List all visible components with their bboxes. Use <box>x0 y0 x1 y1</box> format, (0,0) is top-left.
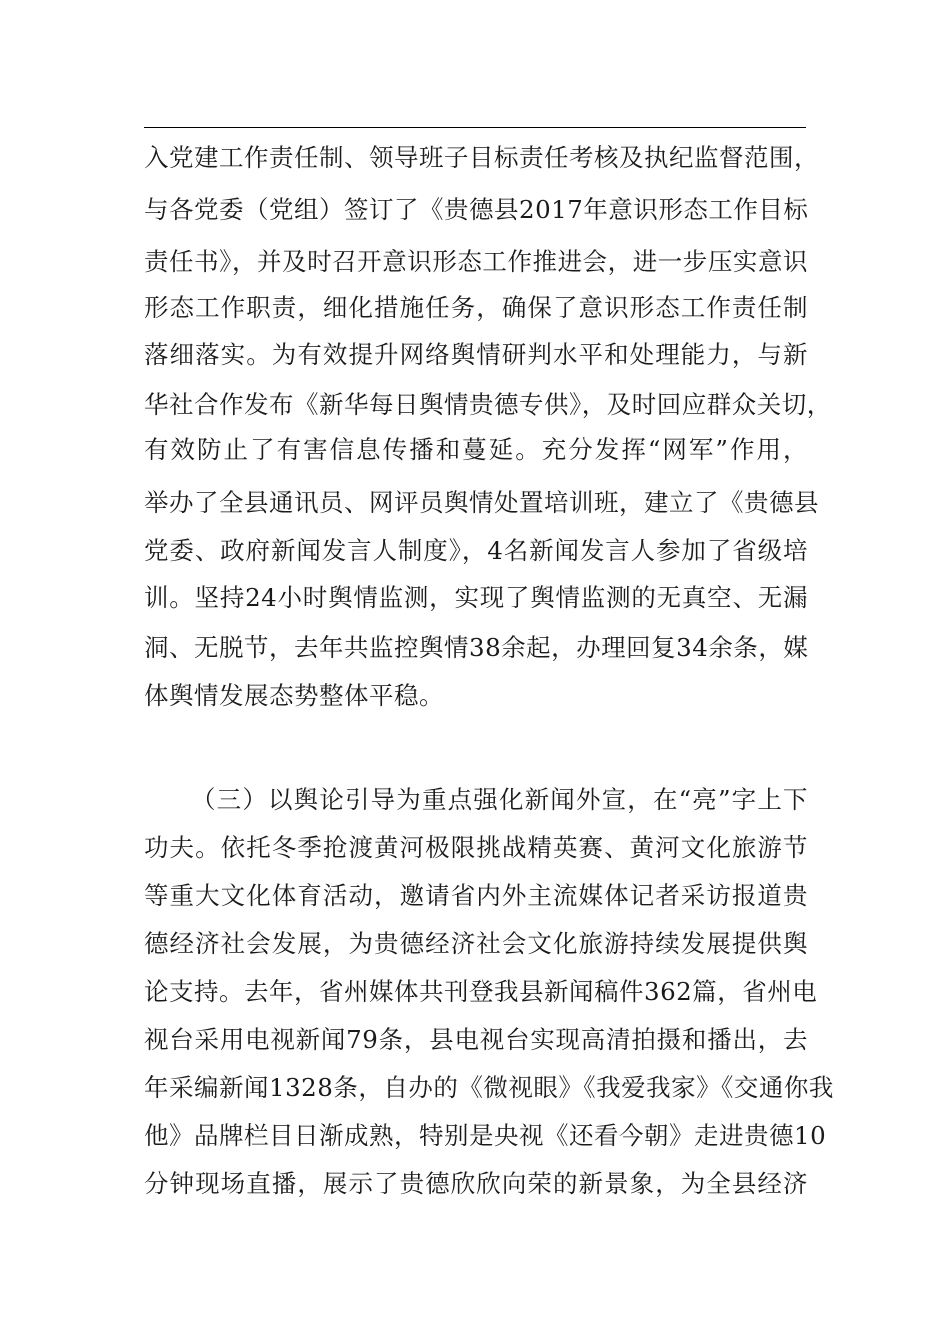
paragraph-line: 举办了全县通讯员、网评员舆情处置培训班，建立了《贵德县 <box>144 488 819 517</box>
paragraph-line: 等重大文化体育活动，邀请省内外主流媒体记者采访报道贵 <box>144 881 808 910</box>
paragraph-line: 入党建工作责任制、领导班子目标责任考核及执纪监督范围， <box>144 143 819 172</box>
paragraph-line: 分钟现场直播，展示了贵德欣欣向荣的新景象，为全县经济 <box>144 1169 808 1198</box>
paragraph-line: 有效防止了有害信息传播和蔓延。充分发挥“网军”作用， <box>144 435 808 464</box>
paragraph-line: 功夫。依托冬季抢渡黄河极限挑战精英赛、黄河文化旅游节 <box>144 833 808 862</box>
paragraph-line: 年采编新闻1328条，自办的《微视眼》《我爱我家》《交通你我 <box>144 1073 834 1102</box>
paragraph-line: 体舆情发展态势整体平稳。 <box>144 681 444 710</box>
paragraph-line: （三）以舆论引导为重点强化新闻外宣，在“亮”字上下 <box>191 785 808 814</box>
header-rule <box>144 127 806 128</box>
paragraph-line: 训。坚持24小时舆情监测，实现了舆情监测的无真空、无漏 <box>144 583 808 612</box>
paragraph-line: 德经济社会发展，为贵德经济社会文化旅游持续发展提供舆 <box>144 929 808 958</box>
paragraph-line: 形态工作职责，细化措施任务，确保了意识形态工作责任制 <box>144 293 808 322</box>
paragraph-line: 他》品牌栏目日渐成熟，特别是央视《还看今朝》走进贵德10 <box>144 1121 827 1150</box>
paragraph-line: 党委、政府新闻发言人制度》，4名新闻发言人参加了省级培 <box>144 536 808 565</box>
paragraph-line: 洞、无脱节，去年共监控舆情38余起，办理回复34余条，媒 <box>144 633 809 662</box>
paragraph-line: 与各党委（党组）签订了《贵德县2017年意识形态工作目标 <box>144 195 809 224</box>
paragraph-line: 责任书》，并及时召开意识形态工作推进会，进一步压实意识 <box>144 247 808 276</box>
paragraph-line: 论支持。去年，省州媒体共刊登我县新闻稿件362篇，省州电 <box>144 977 818 1006</box>
paragraph-line: 视台采用电视新闻79条，县电视台实现高清拍摄和播出，去 <box>144 1025 808 1054</box>
paragraph-line: 华社合作发布《新华每日舆情贵德专供》，及时回应群众关切， <box>144 390 832 419</box>
paragraph-line: 落细落实。为有效提升网络舆情研判水平和处理能力，与新 <box>144 340 808 369</box>
